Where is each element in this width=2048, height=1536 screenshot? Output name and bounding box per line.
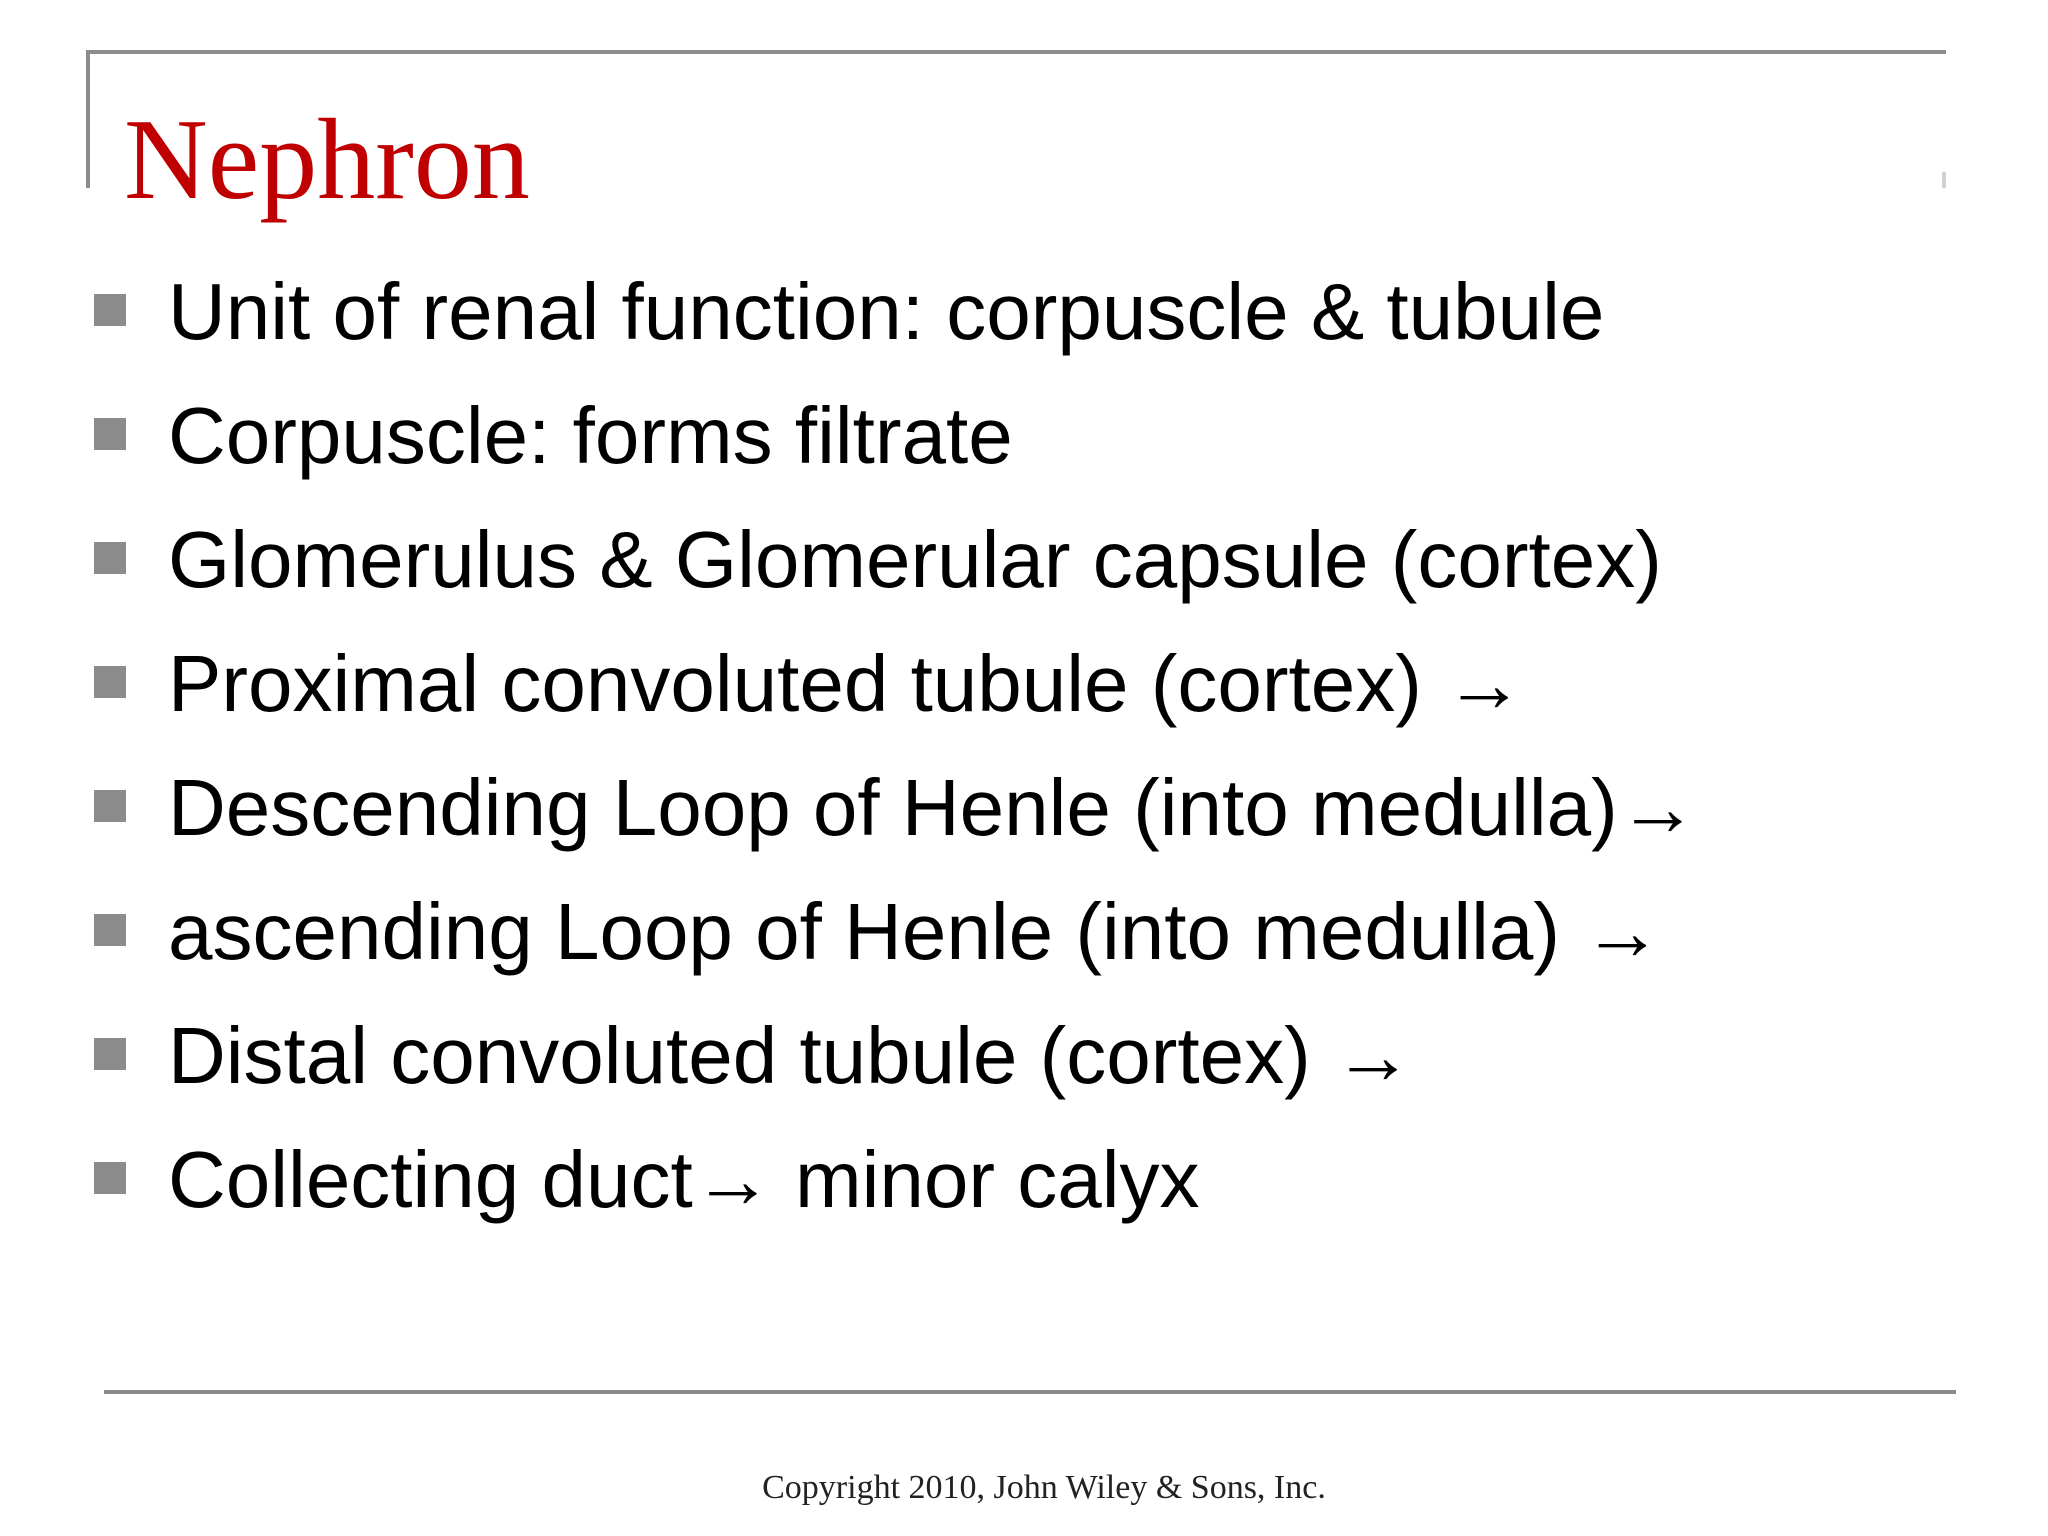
copyright-footer: Copyright 2010, John Wiley & Sons, Inc. [762, 1469, 1326, 1506]
bullet-item [94, 498, 1994, 622]
square-bullet-icon [94, 1162, 126, 1194]
left-rule [86, 50, 90, 188]
bullet-item [94, 374, 1994, 498]
right-rule-tick [1942, 172, 1946, 188]
bullet-text: Collecting duct→ minor calyx [168, 1135, 1200, 1224]
bullet-item [94, 1118, 1994, 1242]
top-rule [86, 50, 1946, 54]
square-bullet-icon [94, 1038, 126, 1070]
bullet-item [94, 994, 1994, 1118]
bullet-text: Proximal convoluted tubule (cortex) → [168, 639, 1525, 728]
bullet-list [94, 250, 1994, 1242]
bullet-text: Glomerulus & Glomerular capsule (cortex) [168, 515, 1662, 604]
square-bullet-icon [94, 542, 126, 574]
square-bullet-icon [94, 418, 126, 450]
bullet-item [94, 746, 1994, 870]
bullet-text: Distal convoluted tubule (cortex) → [168, 1011, 1413, 1100]
bullet-text: Corpuscle: forms filtrate [168, 391, 1013, 480]
bullet-text: Descending Loop of Henle (into medulla)→ [168, 763, 1698, 852]
bullet-text: ascending Loop of Henle (into medulla) → [168, 887, 1663, 976]
bottom-rule [104, 1390, 1956, 1394]
square-bullet-icon [94, 790, 126, 822]
square-bullet-icon [94, 914, 126, 946]
bullet-item [94, 622, 1994, 746]
bullet-item [94, 250, 1994, 374]
bullet-text: Unit of renal function: corpuscle & tubule [168, 267, 1605, 356]
bullet-item [94, 870, 1994, 994]
square-bullet-icon [94, 666, 126, 698]
slide-title: Nephron [124, 96, 530, 224]
square-bullet-icon [94, 294, 126, 326]
